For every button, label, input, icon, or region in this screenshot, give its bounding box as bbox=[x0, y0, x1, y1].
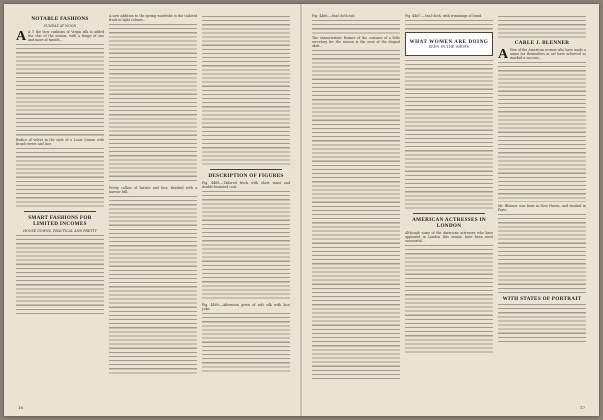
body-text-block bbox=[312, 20, 400, 34]
article-paragraph: A A T the bow cushions of Virgin silk is added the chic of the season, with a fringe of one and more of tassels... bbox=[16, 29, 104, 44]
right-page bbox=[302, 4, 599, 416]
article-paragraph: Fig. 4467.—Seal cloth, with trimmings of braid. bbox=[405, 14, 483, 18]
article-heading-notable-fashions: NOTABLE FASHIONS bbox=[31, 16, 89, 22]
body-text-block bbox=[202, 191, 290, 301]
body-text-block bbox=[312, 50, 400, 380]
right-column-3 bbox=[498, 14, 586, 398]
article-heading-carle-blenner: CARLE J. BLENNER bbox=[514, 40, 570, 46]
body-text-block bbox=[498, 214, 586, 294]
article-subheading-portrait: WITH STATES OF PORTRAIT bbox=[502, 296, 582, 303]
body-text-block bbox=[405, 245, 493, 355]
article-paragraph: Fig. 4466.—Seal cloth suit. bbox=[312, 14, 356, 18]
left-column-1 bbox=[16, 14, 104, 398]
article-paragraph: Pretty collars of batiste and lace, finished with a narrow frill. bbox=[109, 186, 197, 195]
body-text-block bbox=[498, 16, 586, 38]
article-subheading: HOUSE GOWNS, PRACTICAL AND PRETTY bbox=[23, 229, 97, 234]
article-paragraph: Bodice of velvet in the style of a Louis Quinze with broad revers and lace. bbox=[16, 138, 104, 147]
body-text-block bbox=[16, 148, 104, 208]
section-banner bbox=[405, 32, 493, 56]
body-text-block bbox=[16, 235, 104, 315]
body-text-block bbox=[498, 304, 586, 344]
page-number: 17 bbox=[579, 405, 585, 410]
body-text-block bbox=[109, 196, 197, 376]
banner-title: WHAT WOMEN ARE DOING bbox=[409, 39, 489, 45]
article-heading-description-of-figures: DESCRIPTION OF FIGURES bbox=[208, 173, 284, 179]
article-subheading: SUNDAY AT NOON bbox=[43, 24, 77, 28]
left-column-2 bbox=[109, 14, 197, 398]
article-paragraph: A Few of the American women who have made a name for themselves in art have achieved so marked a success... bbox=[498, 47, 586, 62]
article-paragraph: Fig. 4469.—Afternoon gown of soft silk with lace yoke. bbox=[202, 303, 290, 312]
body-text-block bbox=[498, 62, 586, 202]
article-paragraph: Mr. Blenner was born in New Haven, and studied in Paris. bbox=[498, 204, 586, 213]
article-paragraph: Although some of the American actresses who have appeared in London this season have been most successful... bbox=[405, 231, 493, 244]
body-text-block bbox=[16, 44, 104, 136]
magazine-spread bbox=[4, 4, 599, 416]
right-column-1 bbox=[312, 14, 400, 398]
article-heading-american-actresses: AMERICAN ACTRESSES IN LONDON bbox=[412, 217, 486, 230]
article-heading-smart-fashions: SMART FASHIONS FOR LIMITED INCOMES bbox=[28, 215, 92, 228]
left-page bbox=[4, 4, 301, 416]
body-text-block bbox=[109, 24, 197, 184]
page-number: 16 bbox=[18, 405, 24, 410]
section-divider bbox=[413, 213, 485, 214]
section-divider bbox=[210, 169, 282, 170]
drop-cap: A bbox=[16, 29, 27, 44]
section-divider bbox=[24, 211, 96, 212]
body-text-block bbox=[202, 16, 290, 166]
left-column-3 bbox=[202, 14, 290, 398]
body-text-block bbox=[405, 60, 493, 210]
banner-subtitle: SEEN IN THE SHOPS bbox=[428, 44, 470, 49]
article-paragraph: Fig. 4468.—Tailored frock with short waist and double-breasted coat... bbox=[202, 181, 290, 190]
article-paragraph: The characteristic feature of the costume of a little secretary for the season is the ease of the draped skirt... bbox=[312, 36, 400, 49]
body-text-block bbox=[405, 20, 493, 30]
article-paragraph: A new addition to the spring wardrobe is the tailored frock in light colours... bbox=[109, 14, 197, 23]
body-text-block bbox=[202, 313, 290, 373]
drop-cap: A bbox=[498, 47, 509, 62]
right-column-2 bbox=[405, 14, 493, 398]
